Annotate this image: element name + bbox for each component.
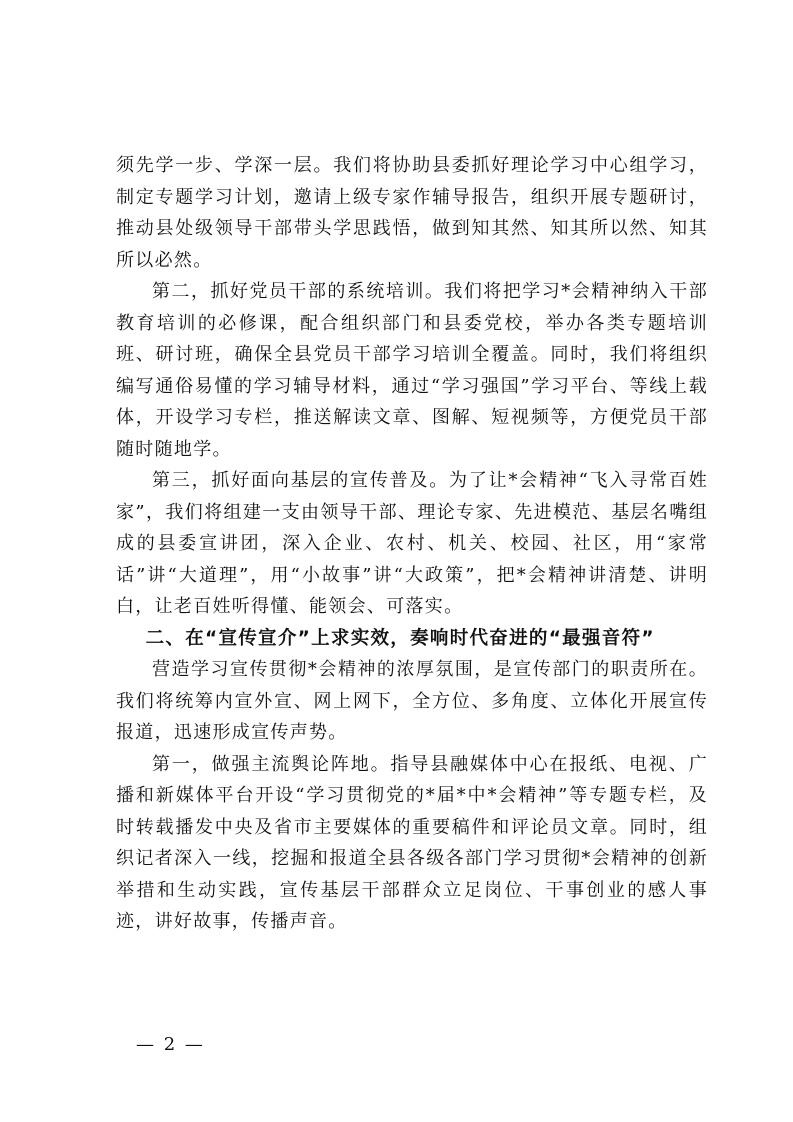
paragraph-cadre-training: 第二，抓好党员干部的系统培训。我们将把学习*会精神纳入干部教育培训的必修课，配合组织部门和县委党校，举办各类专题培训班、研讨班，确保全县党员干部学习培训全覆盖。同时，我们将组织编写通俗易懂的学习辅导材料，通过“学习强国”学习平台、等线上载体，开设学习专栏，推送解读文章、图解、短视频等，方便党员干部随时随地学。 [116, 281, 708, 460]
page-number: — 2 — [136, 1034, 205, 1055]
paragraph-mainstream-media: 第一，做强主流舆论阵地。指导县融媒体中心在报纸、电视、广播和新媒体平台开设“学习贯彻党的*届*中*会精神”等专题专栏，及时转载播发中央及省市主要媒体的重要稿件和评论员文章。同时，组织记者深入一线，挖掘和报道全县各级各部门学习贯彻*会精神的创新举措和生动实践，宣传基层干部群众立足岗位、干事创业的感人事迹，讲好故事，传播声音。 [116, 753, 708, 932]
paragraph-section-intro: 营造学习宣传贯彻*会精神的浓厚氛围，是宣传部门的职责所在。我们将统筹内宣外宣、网上网下，全方位、多角度、立体化开展宣传报道，迅速形成宣传声势。 [116, 659, 708, 743]
document-body [116, 150, 708, 938]
paragraph-continuation: 须先学一步、学深一层。我们将协助县委抓好理论学习中心组学习，制定专题学习计划，邀请上级专家作辅导报告，组织开展专题研讨，推动县处级领导干部带头学思践悟，做到知其然、知其所以然、知其所以必然。 [116, 155, 708, 271]
paragraph-grassroots-publicity: 第三，抓好面向基层的宣传普及。为了让*会精神“飞入寻常百姓家”，我们将组建一支由领导干部、理论专家、先进模范、基层名嘴组成的县委宣讲团，深入企业、农村、机关、校园、社区，用“家常话”讲“大道理”，用“小故事”讲“大政策”，把*会精神讲清楚、讲明白，让老百姓听得懂、能领会、可落实。 [116, 470, 708, 617]
section-heading: 二、在“宣传宣介”上求实效，奏响时代奋进的“最强音符” [145, 627, 655, 649]
